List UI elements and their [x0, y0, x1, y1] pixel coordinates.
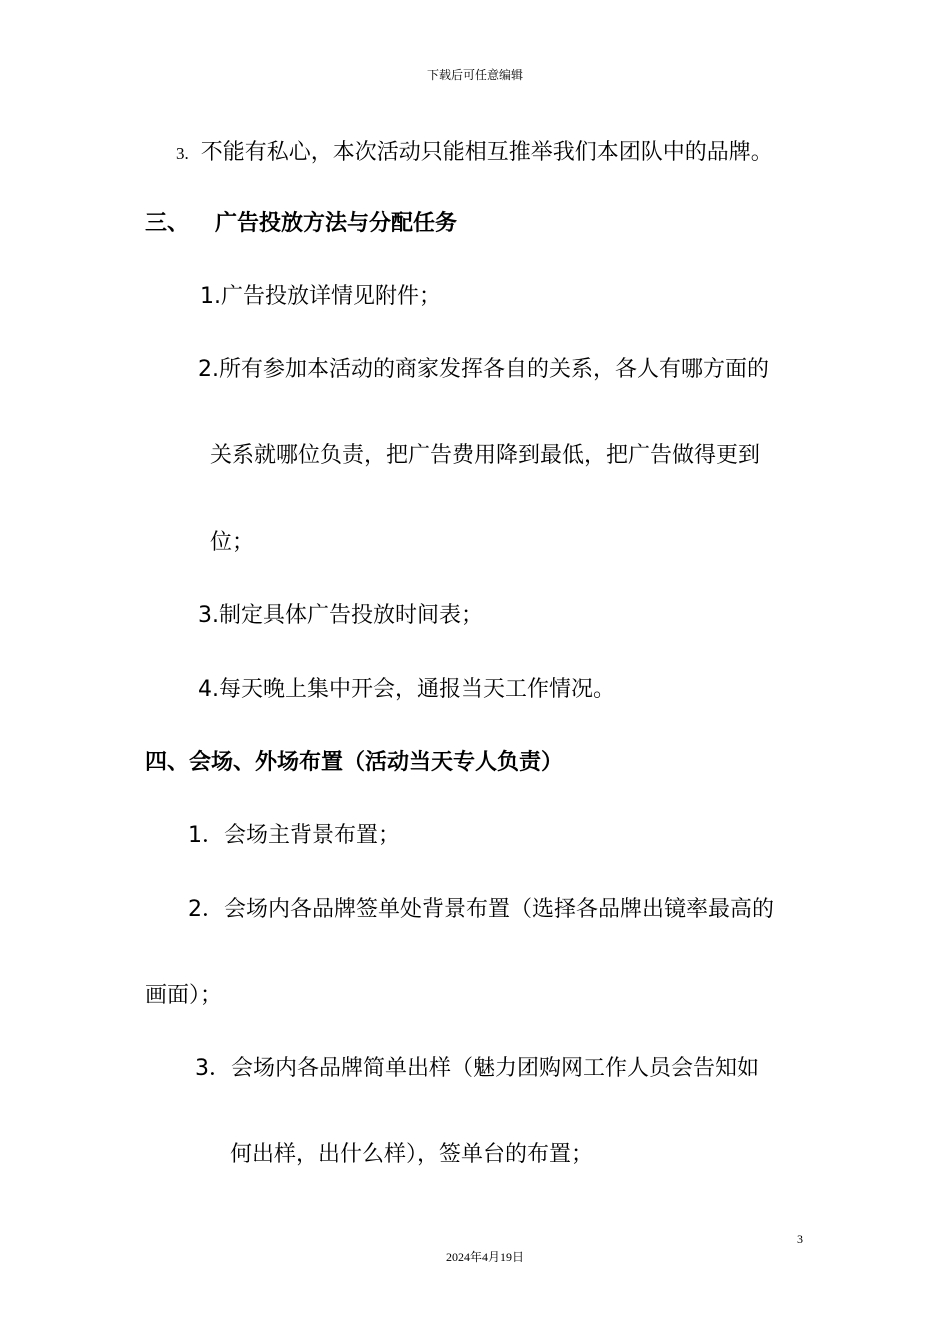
- s3-item-2-line-2: 关系就哪位负责，把广告费用降到最低，把广告做得更到: [210, 443, 761, 468]
- s4-item-1: 1．会场主背景布置；: [188, 823, 400, 848]
- s3-item-3: 3.制定具体广告投放时间表；: [198, 603, 483, 628]
- page-number: 3: [797, 1232, 803, 1246]
- section-title: 广告投放方法与分配任务: [215, 211, 458, 236]
- page-header: 下载后可任意编辑: [426, 68, 523, 82]
- page-footer-date: 2024年4月19日: [445, 1250, 524, 1264]
- s4-item-2-line-1: 2．会场内各品牌签单处背景布置（选择各品牌出镜率最高的: [188, 897, 774, 922]
- section-heading-3: [145, 209, 457, 239]
- s4-item-2-line-2: 画面）；: [145, 983, 223, 1008]
- s3-item-4: 4.每天晚上集中开会，通报当天工作情况。: [198, 677, 615, 702]
- s4-item-3-line-2: 何出样，出什么样），签单台的布置；: [230, 1142, 594, 1167]
- list-number: 3.: [176, 144, 189, 163]
- s3-item-2-line-3: 位；: [210, 530, 255, 555]
- list-item-prev-3: [176, 138, 773, 169]
- section-heading-4: 四、会场、外场布置（活动当天专人负责）: [145, 750, 564, 775]
- s4-item-3-line-1: 3．会场内各品牌简单出样（魅力团购网工作人员会告知如: [195, 1056, 759, 1081]
- s3-item-2-line-1: 2.所有参加本活动的商家发挥各自的关系，各人有哪方面的: [198, 357, 769, 382]
- s3-item-1: 1.广告投放详情见附件；: [200, 284, 441, 309]
- list-text: 不能有私心，本次活动只能相互推举我们本团队中的品牌。: [200, 140, 773, 165]
- section-number: 三、: [145, 211, 190, 236]
